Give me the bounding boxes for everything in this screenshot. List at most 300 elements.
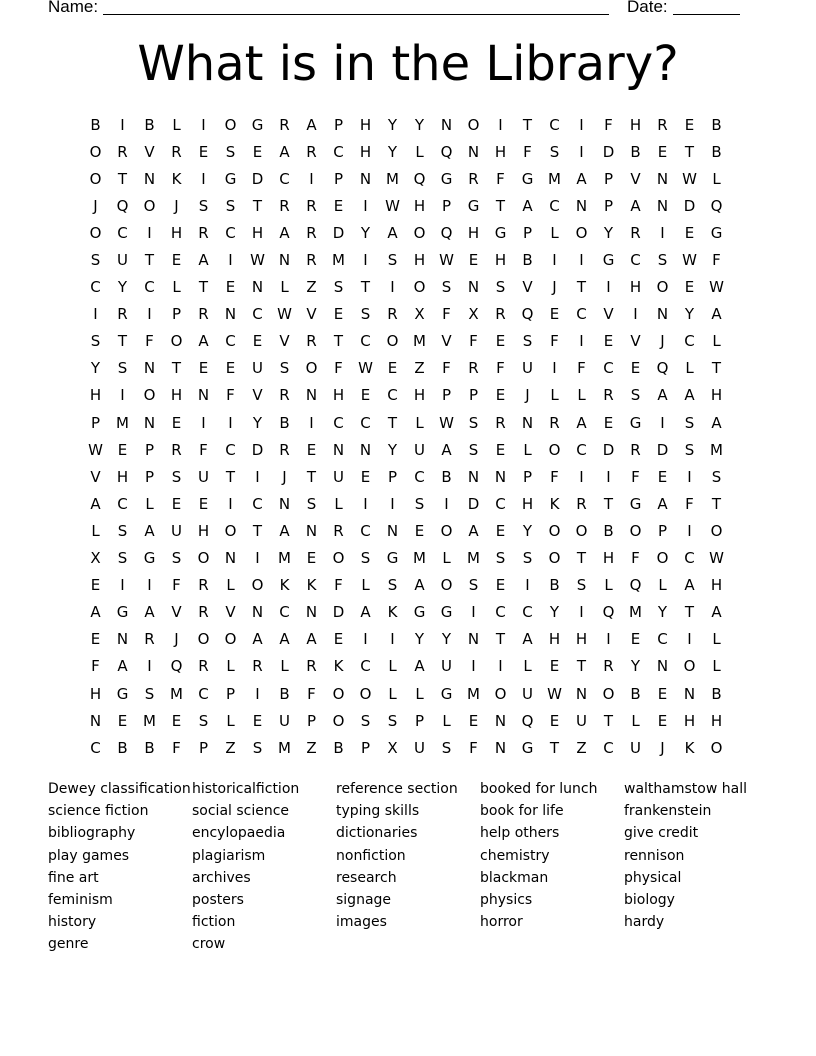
grid-letter: N — [197, 386, 210, 405]
grid-letter: N — [386, 521, 399, 540]
grid-letter: C — [549, 115, 560, 134]
grid-letter: R — [306, 657, 317, 676]
grid-letter: S — [117, 549, 128, 568]
grid-letter: S — [495, 278, 506, 297]
grid-letter: E — [495, 386, 506, 405]
grid-letter: N — [359, 169, 372, 188]
grid-row — [82, 626, 730, 653]
grid-letter: O — [224, 630, 237, 649]
grid-letter: F — [307, 684, 316, 703]
grid-letter: E — [684, 115, 695, 134]
grid-letter: P — [306, 711, 317, 730]
grid-letter: A — [576, 413, 587, 432]
grid-letter: K — [306, 576, 317, 595]
grid-letter: H — [467, 223, 480, 242]
grid-letter: M — [116, 413, 129, 432]
grid-letter: T — [252, 521, 263, 540]
grid-letter: F — [712, 251, 721, 270]
word-list-item: research — [336, 869, 397, 886]
page-title: What is in the Library? — [137, 36, 679, 92]
grid-letter: R — [279, 386, 290, 405]
word-list-item: hardy — [624, 914, 665, 931]
grid-letter: I — [579, 332, 584, 351]
grid-letter: R — [198, 223, 209, 242]
grid-letter: C — [225, 332, 236, 351]
grid-letter: V — [144, 142, 155, 161]
grid-letter: B — [711, 142, 722, 161]
grid-letter: Z — [225, 738, 236, 757]
grid-letter: R — [657, 115, 668, 134]
grid-letter: L — [280, 657, 289, 676]
grid-letter: R — [306, 223, 317, 242]
grid-letter: H — [575, 630, 588, 649]
grid-letter: R — [198, 305, 209, 324]
grid-letter: S — [414, 494, 425, 513]
grid-letter: G — [710, 223, 723, 242]
grid-letter: N — [656, 196, 669, 215]
grid-letter: F — [442, 359, 451, 378]
grid-letter: C — [603, 359, 614, 378]
grid-letter: E — [495, 332, 506, 351]
grid-letter: I — [147, 223, 152, 242]
word-list-item: archives — [192, 869, 251, 886]
grid-letter: N — [494, 467, 507, 486]
grid-letter: N — [89, 711, 102, 730]
grid-letter: C — [549, 196, 560, 215]
grid-letter: M — [413, 549, 426, 568]
grid-letter: L — [604, 576, 613, 595]
name-label: Name: — [48, 0, 99, 16]
grid-letter: E — [171, 251, 182, 270]
grid-letter: B — [279, 684, 290, 703]
grid-letter: N — [494, 711, 507, 730]
grid-letter: C — [630, 251, 641, 270]
word-list-item: help others — [480, 825, 560, 842]
grid-letter: A — [90, 603, 101, 622]
grid-letter: C — [252, 494, 263, 513]
grid-letter: I — [147, 576, 152, 595]
grid-letter: Q — [521, 305, 534, 324]
grid-letter: E — [657, 142, 668, 161]
grid-letter: F — [442, 305, 451, 324]
grid-letter: Y — [387, 142, 398, 161]
grid-row — [82, 355, 730, 382]
grid-letter: U — [414, 440, 425, 459]
grid-letter: C — [414, 467, 425, 486]
grid-letter: O — [386, 332, 399, 351]
word-list-item: dictionaries — [336, 825, 418, 842]
grid-letter: P — [333, 115, 344, 134]
grid-letter: I — [390, 630, 395, 649]
grid-letter: A — [414, 657, 425, 676]
grid-letter: N — [332, 440, 345, 459]
grid-letter: O — [494, 684, 507, 703]
grid-letter: L — [577, 386, 586, 405]
word-list-item: horror — [480, 914, 523, 931]
grid-letter: H — [710, 711, 723, 730]
grid-letter: I — [201, 169, 206, 188]
grid-letter: C — [576, 305, 587, 324]
grid-letter: S — [495, 549, 506, 568]
grid-letter: Q — [413, 169, 426, 188]
grid-letter: O — [710, 738, 723, 757]
grid-letter: X — [90, 549, 101, 568]
grid-letter: C — [360, 657, 371, 676]
grid-letter: C — [603, 738, 614, 757]
grid-letter: T — [522, 115, 533, 134]
grid-letter: G — [521, 738, 534, 757]
grid-letter: U — [522, 359, 533, 378]
grid-letter: F — [496, 359, 505, 378]
grid-letter: M — [143, 711, 156, 730]
grid-letter: D — [332, 223, 345, 242]
grid-letter: T — [711, 494, 722, 513]
grid-letter: H — [89, 386, 102, 405]
grid-letter: L — [631, 711, 640, 730]
grid-letter: R — [306, 142, 317, 161]
grid-letter: A — [414, 576, 425, 595]
grid-letter: N — [656, 657, 669, 676]
grid-letter: G — [440, 169, 453, 188]
grid-letter: I — [471, 603, 476, 622]
grid-letter: B — [441, 467, 452, 486]
grid-letter: N — [305, 603, 318, 622]
word-list-item: walthamstow hall — [624, 781, 747, 797]
grid-letter: P — [657, 521, 668, 540]
grid-letter: O — [629, 521, 642, 540]
grid-letter: S — [468, 440, 479, 459]
grid-letter: Y — [441, 630, 452, 649]
grid-letter: V — [306, 305, 317, 324]
date-blank-line — [673, 14, 740, 15]
grid-letter: O — [656, 278, 669, 297]
grid-letter: E — [306, 440, 317, 459]
grid-letter: O — [440, 576, 453, 595]
grid-letter: I — [687, 630, 692, 649]
grid-letter: J — [174, 630, 179, 649]
grid-letter: N — [467, 467, 480, 486]
grid-letter: U — [171, 521, 182, 540]
grid-letter: S — [684, 413, 695, 432]
grid-letter: E — [333, 196, 344, 215]
grid-letter: A — [117, 657, 128, 676]
grid-letter: R — [198, 603, 209, 622]
grid-letter: E — [468, 251, 479, 270]
grid-letter: H — [359, 142, 372, 161]
grid-letter: E — [225, 278, 236, 297]
grid-letter: I — [390, 494, 395, 513]
grid-letter: A — [90, 494, 101, 513]
grid-letter: L — [388, 657, 397, 676]
grid-letter: E — [414, 521, 425, 540]
grid-letter: L — [280, 278, 289, 297]
grid-letter: L — [415, 684, 424, 703]
grid-letter: I — [606, 467, 611, 486]
grid-letter: L — [523, 440, 532, 459]
grid-row — [82, 409, 730, 436]
grid-letter: S — [90, 332, 101, 351]
grid-letter: R — [576, 494, 587, 513]
grid-letter: I — [606, 278, 611, 297]
grid-letter: R — [603, 386, 614, 405]
grid-letter: J — [552, 278, 557, 297]
grid-letter: Y — [603, 223, 614, 242]
grid-letter: G — [251, 115, 264, 134]
word-list-item: booked for lunch — [480, 781, 598, 797]
grid-letter: Y — [90, 359, 101, 378]
word-list-item: give credit — [624, 825, 699, 842]
grid-letter: B — [117, 738, 128, 757]
grid-letter: Y — [360, 223, 371, 242]
grid-letter: I — [147, 657, 152, 676]
grid-letter: U — [198, 467, 209, 486]
grid-letter: E — [495, 440, 506, 459]
grid-letter: F — [685, 494, 694, 513]
grid-letter: T — [711, 359, 722, 378]
grid-letter: S — [441, 278, 452, 297]
grid-letter: H — [413, 196, 426, 215]
grid-letter: T — [198, 278, 209, 297]
grid-letter: H — [116, 467, 129, 486]
grid-letter: L — [712, 169, 721, 188]
grid-letter: L — [550, 386, 559, 405]
grid-letter: Q — [629, 576, 642, 595]
grid-letter: A — [684, 386, 695, 405]
word-list-item: typing skills — [336, 803, 420, 820]
grid-letter: I — [255, 467, 260, 486]
grid-letter: B — [333, 738, 344, 757]
grid-letter: E — [252, 142, 263, 161]
grid-letter: A — [279, 521, 290, 540]
grid-letter: H — [197, 521, 210, 540]
grid-letter: V — [279, 332, 290, 351]
grid-letter: C — [90, 738, 101, 757]
grid-letter: O — [89, 223, 102, 242]
grid-letter: O — [575, 521, 588, 540]
grid-row — [82, 111, 730, 138]
grid-letter: R — [333, 521, 344, 540]
grid-letter: C — [657, 630, 668, 649]
grid-letter: E — [198, 142, 209, 161]
grid-letter: C — [333, 413, 344, 432]
grid-letter: G — [413, 603, 426, 622]
grid-letter: F — [199, 440, 208, 459]
grid-letter: E — [468, 711, 479, 730]
grid-letter: O — [224, 115, 237, 134]
grid-letter: N — [521, 413, 534, 432]
grid-letter: P — [522, 467, 533, 486]
grid-letter: H — [251, 223, 264, 242]
grid-letter: J — [93, 196, 98, 215]
grid-letter: I — [687, 521, 692, 540]
word-list-item: physical — [624, 869, 682, 886]
grid-letter: D — [467, 494, 480, 513]
grid-letter: R — [549, 413, 560, 432]
grid-letter: R — [279, 196, 290, 215]
grid-letter: M — [629, 603, 642, 622]
grid-letter: O — [656, 549, 669, 568]
grid-letter: S — [360, 305, 371, 324]
grid-letter: L — [226, 657, 235, 676]
grid-letter: E — [171, 711, 182, 730]
grid-letter: N — [467, 630, 480, 649]
grid-letter: V — [252, 386, 263, 405]
grid-letter: Q — [170, 657, 183, 676]
grid-letter: S — [144, 684, 155, 703]
grid-letter: A — [279, 630, 290, 649]
grid-letter: U — [117, 251, 128, 270]
grid-letter: F — [550, 467, 559, 486]
grid-letter: X — [414, 305, 425, 324]
grid-letter: S — [117, 359, 128, 378]
grid-letter: R — [306, 196, 317, 215]
grid-letter: O — [683, 657, 696, 676]
grid-letter: E — [171, 413, 182, 432]
grid-letter: N — [224, 305, 237, 324]
grid-letter: T — [576, 549, 587, 568]
word-list-item: physics — [480, 891, 533, 908]
grid-letter: N — [656, 305, 669, 324]
grid-letter: S — [387, 251, 398, 270]
grid-letter: B — [711, 115, 722, 134]
grid-letter: L — [442, 711, 451, 730]
grid-letter: T — [306, 467, 317, 486]
grid-letter: R — [171, 142, 182, 161]
grid-letter: I — [363, 251, 368, 270]
grid-letter: D — [251, 440, 264, 459]
grid-letter: C — [90, 278, 101, 297]
grid-letter: E — [252, 711, 263, 730]
word-list-item: fine art — [48, 869, 99, 886]
grid-letter: O — [413, 223, 426, 242]
grid-letter: U — [441, 657, 452, 676]
grid-letter: E — [117, 711, 128, 730]
grid-letter: I — [390, 278, 395, 297]
word-list-item: nonfiction — [336, 847, 406, 864]
grid-row — [82, 328, 730, 355]
grid-letter: Y — [414, 630, 425, 649]
grid-letter: N — [359, 440, 372, 459]
grid-letter: O — [602, 684, 615, 703]
grid-letter: L — [442, 549, 451, 568]
grid-letter: S — [225, 142, 236, 161]
word-list-item: reference section — [336, 781, 458, 797]
grid-letter: A — [252, 630, 263, 649]
grid-row — [82, 246, 730, 273]
grid-letter: D — [683, 196, 696, 215]
grid-letter: L — [145, 494, 154, 513]
grid-letter: N — [278, 251, 291, 270]
grid-letter: O — [89, 142, 102, 161]
grid-letter: F — [577, 359, 586, 378]
grid-letter: Z — [414, 359, 425, 378]
grid-letter: H — [359, 115, 372, 134]
word-list-item: images — [336, 914, 387, 931]
grid-letter: I — [660, 413, 665, 432]
grid-letter: H — [602, 549, 615, 568]
grid-letter: S — [441, 738, 452, 757]
grid-letter: L — [172, 115, 181, 134]
grid-letter: S — [171, 549, 182, 568]
grid-letter: L — [91, 521, 100, 540]
grid-letter: Y — [630, 657, 641, 676]
word-column — [624, 778, 768, 956]
grid-letter: B — [522, 251, 533, 270]
word-list — [48, 778, 788, 956]
grid-letter: P — [198, 738, 209, 757]
grid-letter: G — [143, 549, 156, 568]
word-list-item: historicalfiction — [192, 781, 300, 797]
grid-letter: A — [657, 386, 668, 405]
grid-letter: A — [468, 521, 479, 540]
word-list-item: play games — [48, 847, 130, 864]
grid-letter: P — [360, 738, 371, 757]
grid-letter: I — [606, 630, 611, 649]
grid-letter: Q — [116, 196, 129, 215]
grid-letter: S — [198, 711, 209, 730]
grid-letter: L — [415, 142, 424, 161]
grid-letter: O — [251, 576, 264, 595]
grid-letter: N — [251, 278, 264, 297]
grid-letter: C — [225, 223, 236, 242]
grid-letter: E — [387, 359, 398, 378]
grid-letter: S — [468, 576, 479, 595]
grid-letter: G — [116, 603, 129, 622]
grid-letter: I — [120, 386, 125, 405]
grid-letter: Q — [710, 196, 723, 215]
grid-letter: H — [629, 278, 642, 297]
grid-letter: P — [468, 386, 479, 405]
letter-grid — [82, 111, 730, 761]
grid-letter: T — [495, 630, 506, 649]
grid-letter: K — [387, 603, 398, 622]
grid-letter: L — [226, 576, 235, 595]
grid-letter: N — [467, 278, 480, 297]
grid-letter: I — [363, 494, 368, 513]
grid-letter: I — [363, 196, 368, 215]
grid-letter: O — [305, 359, 318, 378]
grid-letter: D — [332, 603, 345, 622]
grid-letter: V — [630, 332, 641, 351]
grid-letter: I — [228, 413, 233, 432]
grid-letter: W — [439, 413, 454, 432]
grid-letter: P — [225, 684, 236, 703]
grid-letter: A — [279, 223, 290, 242]
grid-letter: X — [387, 738, 398, 757]
grid-letter: B — [630, 142, 641, 161]
grid-letter: M — [332, 251, 345, 270]
grid-letter: A — [144, 603, 155, 622]
word-column — [48, 778, 192, 956]
word-list-item: feminism — [48, 891, 113, 908]
grid-letter: H — [413, 386, 426, 405]
grid-letter: I — [120, 115, 125, 134]
grid-letter: R — [198, 576, 209, 595]
grid-row — [82, 192, 730, 219]
grid-letter: E — [333, 630, 344, 649]
grid-letter: B — [144, 738, 155, 757]
grid-letter: F — [145, 332, 154, 351]
grid-letter: A — [522, 630, 533, 649]
grid-letter: G — [629, 494, 642, 513]
grid-letter: O — [332, 549, 345, 568]
grid-letter: E — [603, 332, 614, 351]
grid-letter: U — [522, 684, 533, 703]
grid-letter: R — [630, 223, 641, 242]
grid-letter: O — [575, 223, 588, 242]
grid-letter: U — [279, 711, 290, 730]
grid-letter: C — [576, 440, 587, 459]
